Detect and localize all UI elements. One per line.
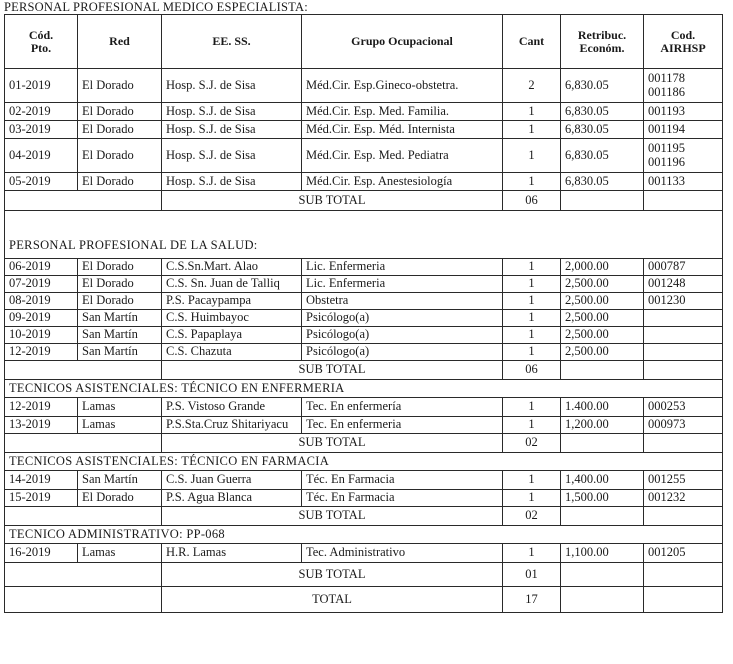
- total-value: 17: [503, 587, 561, 613]
- cell-retrib: 1,100.00: [561, 544, 644, 563]
- cell-airhsp: [644, 69, 723, 103]
- table-row: [5, 173, 723, 191]
- cell-retrib: 1,400.00: [561, 471, 644, 490]
- cell-cant: 1: [503, 544, 561, 563]
- table-row: [5, 103, 723, 121]
- cell-retrib: 2,500.00: [561, 344, 644, 361]
- table-row: [5, 139, 723, 173]
- cell-airhsp: [644, 398, 723, 417]
- airhsp-code: 001230: [648, 293, 686, 308]
- page-title: PERSONAL PROFESIONAL MEDICO ESPECIALISTA:: [4, 0, 308, 14]
- cell-ee-ss: P.S.Sta.Cruz Shitariyacu: [162, 417, 302, 434]
- subtotal-row: [5, 563, 723, 587]
- cell-airhsp: [644, 293, 723, 310]
- cell-retrib: 2,500.00: [561, 327, 644, 344]
- cell-cod-pto: 09-2019: [5, 310, 78, 327]
- subtotal-value: 02: [503, 507, 561, 526]
- subtotal-empty: [561, 191, 644, 211]
- cell-red: El Dorado: [78, 173, 162, 191]
- cell-retrib: 1,200.00: [561, 417, 644, 434]
- total-spacer: [5, 587, 162, 613]
- cell-cant: 1: [503, 173, 561, 191]
- cell-red: Lamas: [78, 398, 162, 417]
- cell-red: El Dorado: [78, 276, 162, 293]
- cell-retrib: 6,830.05: [561, 173, 644, 191]
- cell-cant: 1: [503, 259, 561, 276]
- cell-grupo: Méd.Cir. Esp. Anestesiología: [302, 173, 503, 191]
- cell-cod-pto: 02-2019: [5, 103, 78, 121]
- table-row: [5, 293, 723, 310]
- cell-grupo: Tec. Administrativo: [302, 544, 503, 563]
- cell-cant: 1: [503, 121, 561, 139]
- airhsp-code: 001232: [648, 490, 686, 505]
- cell-cod-pto: 10-2019: [5, 327, 78, 344]
- cell-grupo: Psicólogo(a): [302, 344, 503, 361]
- subtotal-spacer: [5, 361, 162, 380]
- table-row: [5, 344, 723, 361]
- cell-cant: 1: [503, 139, 561, 173]
- cell-cant: 1: [503, 327, 561, 344]
- cell-red: El Dorado: [78, 490, 162, 507]
- cell-grupo: Tec. En enfermería: [302, 398, 503, 417]
- table-row: [5, 544, 723, 563]
- cell-retrib: 2,000.00: [561, 259, 644, 276]
- subtotal-spacer: [5, 563, 162, 587]
- cell-cant: 1: [503, 310, 561, 327]
- col-header-cant: Cant: [503, 15, 561, 69]
- subtotal-spacer: [5, 434, 162, 453]
- table-row: [5, 471, 723, 490]
- subtotal-empty: [561, 361, 644, 380]
- cell-cod-pto: 12-2019: [5, 398, 78, 417]
- cell-grupo: Méd.Cir. Esp. Med. Pediatra: [302, 139, 503, 173]
- cell-cant: 1: [503, 276, 561, 293]
- table-row: [5, 259, 723, 276]
- subtotal-empty: [644, 507, 723, 526]
- cell-airhsp: [644, 276, 723, 293]
- cell-retrib: 6,830.05: [561, 139, 644, 173]
- cell-cod-pto: 15-2019: [5, 490, 78, 507]
- airhsp-code: 001195: [648, 141, 686, 156]
- col-header-airhsp: Cod. AIRHSP: [644, 15, 723, 69]
- subtotal-empty: [644, 361, 723, 380]
- staff-table: [4, 14, 723, 613]
- cell-cod-pto: 07-2019: [5, 276, 78, 293]
- cell-airhsp: [644, 471, 723, 490]
- cell-cant: 1: [503, 490, 561, 507]
- cell-cant: 1: [503, 398, 561, 417]
- subtotal-row: [5, 507, 723, 526]
- cell-retrib: 1,500.00: [561, 490, 644, 507]
- cell-retrib: 2,500.00: [561, 276, 644, 293]
- cell-airhsp: [644, 490, 723, 507]
- cell-grupo: Méd.Cir. Esp.Gineco-obstetra.: [302, 69, 503, 103]
- col-header-cod-pto: Cód. Pto.: [5, 15, 78, 69]
- cell-airhsp: [644, 173, 723, 191]
- col-header-red: Red: [78, 15, 162, 69]
- subtotal-value: 01: [503, 563, 561, 587]
- cell-ee-ss: C.S. Juan Guerra: [162, 471, 302, 490]
- subtotal-empty: [644, 563, 723, 587]
- cell-cant: 1: [503, 471, 561, 490]
- subtotal-value: 06: [503, 361, 561, 380]
- subtotal-row: [5, 434, 723, 453]
- table-row: [5, 398, 723, 417]
- header-row: [5, 15, 723, 69]
- cell-red: San Martín: [78, 327, 162, 344]
- cell-red: El Dorado: [78, 293, 162, 310]
- col-header-grupo: Grupo Ocupacional: [302, 15, 503, 69]
- table-row: [5, 121, 723, 139]
- table-row: [5, 327, 723, 344]
- cell-retrib: 2,500.00: [561, 310, 644, 327]
- section-title: TECNICOS ASISTENCIALES: TÉCNICO EN ENFERMERIA: [5, 380, 723, 398]
- cell-airhsp: [644, 139, 723, 173]
- subtotal-spacer: [5, 191, 162, 211]
- cell-ee-ss: C.S. Huimbayoc: [162, 310, 302, 327]
- cell-airhsp: [644, 103, 723, 121]
- cell-airhsp: [644, 544, 723, 563]
- cell-ee-ss: Hosp. S.J. de Sisa: [162, 173, 302, 191]
- airhsp-code: 000787: [648, 259, 686, 274]
- table-body: [5, 69, 723, 613]
- cell-red: San Martín: [78, 310, 162, 327]
- cell-airhsp: [644, 121, 723, 139]
- airhsp-code: 001133: [648, 173, 686, 188]
- cell-cod-pto: 16-2019: [5, 544, 78, 563]
- cell-retrib: 6,830.05: [561, 103, 644, 121]
- cell-grupo: Téc. En Farmacia: [302, 471, 503, 490]
- subtotal-empty: [561, 507, 644, 526]
- cell-red: San Martín: [78, 471, 162, 490]
- cell-airhsp: [644, 327, 723, 344]
- subtotal-row: [5, 191, 723, 211]
- total-label: TOTAL: [162, 587, 503, 613]
- cell-ee-ss: C.S. Papaplaya: [162, 327, 302, 344]
- cell-ee-ss: Hosp. S.J. de Sisa: [162, 69, 302, 103]
- section-title-row: [5, 380, 723, 398]
- cell-airhsp: [644, 259, 723, 276]
- airhsp-code: 001178: [648, 71, 686, 86]
- cell-cod-pto: 13-2019: [5, 417, 78, 434]
- cell-cod-pto: 04-2019: [5, 139, 78, 173]
- cell-cant: 1: [503, 293, 561, 310]
- cell-ee-ss: C.S.Sn.Mart. Alao: [162, 259, 302, 276]
- table-row: [5, 310, 723, 327]
- cell-cod-pto: 06-2019: [5, 259, 78, 276]
- airhsp-code: 001205: [648, 545, 686, 560]
- cell-red: El Dorado: [78, 69, 162, 103]
- cell-airhsp: [644, 417, 723, 434]
- col-header-ee-ss: EE. SS.: [162, 15, 302, 69]
- cell-red: Lamas: [78, 544, 162, 563]
- airhsp-code: 000253: [648, 399, 686, 414]
- cell-airhsp: [644, 344, 723, 361]
- cell-retrib: 2,500.00: [561, 293, 644, 310]
- cell-cod-pto: 01-2019: [5, 69, 78, 103]
- cell-retrib: 1.400.00: [561, 398, 644, 417]
- subtotal-empty: [561, 434, 644, 453]
- subtotal-value: 06: [503, 191, 561, 211]
- cell-cod-pto: 14-2019: [5, 471, 78, 490]
- cell-ee-ss: P.S. Pacaypampa: [162, 293, 302, 310]
- section-title-row: [5, 526, 723, 544]
- airhsp-code: 001255: [648, 472, 686, 487]
- cell-ee-ss: C.S. Sn. Juan de Talliq: [162, 276, 302, 293]
- total-empty: [644, 587, 723, 613]
- subtotal-label: SUB TOTAL: [162, 191, 503, 211]
- cell-grupo: Obstetra: [302, 293, 503, 310]
- cell-ee-ss: Hosp. S.J. de Sisa: [162, 139, 302, 173]
- subtotal-value: 02: [503, 434, 561, 453]
- cell-ee-ss: H.R. Lamas: [162, 544, 302, 563]
- cell-red: El Dorado: [78, 121, 162, 139]
- airhsp-code: 001186: [648, 84, 686, 99]
- section-title: TECNICOS ASISTENCIALES: TÉCNICO EN FARMACIA: [5, 453, 723, 471]
- subtotal-empty: [644, 434, 723, 453]
- airhsp-code: 001194: [648, 121, 686, 136]
- table-row: [5, 69, 723, 103]
- section-title: PERSONAL PROFESIONAL DE LA SALUD:: [5, 211, 723, 259]
- cell-grupo: Psicólogo(a): [302, 310, 503, 327]
- airhsp-code: 001248: [648, 276, 686, 291]
- subtotal-label: SUB TOTAL: [162, 361, 503, 380]
- cell-ee-ss: Hosp. S.J. de Sisa: [162, 121, 302, 139]
- cell-ee-ss: P.S. Agua Blanca: [162, 490, 302, 507]
- table-row: [5, 417, 723, 434]
- cell-cant: 1: [503, 344, 561, 361]
- subtotal-row: [5, 361, 723, 380]
- col-header-retrib: Retribuc. Económ.: [561, 15, 644, 69]
- subtotal-label: SUB TOTAL: [162, 434, 503, 453]
- subtotal-label: SUB TOTAL: [162, 507, 503, 526]
- section-title: TECNICO ADMINISTRATIVO: PP-068: [5, 526, 723, 544]
- airhsp-code: 000973: [648, 417, 686, 432]
- section-title-row: [5, 211, 723, 259]
- cell-red: El Dorado: [78, 103, 162, 121]
- cell-grupo: Téc. En Farmacia: [302, 490, 503, 507]
- cell-cod-pto: 08-2019: [5, 293, 78, 310]
- cell-ee-ss: C.S. Chazuta: [162, 344, 302, 361]
- cell-cod-pto: 05-2019: [5, 173, 78, 191]
- cell-cant: 1: [503, 103, 561, 121]
- airhsp-code: 001193: [648, 103, 686, 118]
- cell-grupo: Lic. Enfermeria: [302, 259, 503, 276]
- cell-retrib: 6,830.05: [561, 69, 644, 103]
- cell-grupo: Psicólogo(a): [302, 327, 503, 344]
- total-empty: [561, 587, 644, 613]
- cell-grupo: Tec. En enfermeria: [302, 417, 503, 434]
- subtotal-empty: [561, 563, 644, 587]
- cell-ee-ss: P.S. Vistoso Grande: [162, 398, 302, 417]
- cell-grupo: Lic. Enfermeria: [302, 276, 503, 293]
- cell-airhsp: [644, 310, 723, 327]
- cell-grupo: Méd.Cir. Esp. Méd. Internista: [302, 121, 503, 139]
- airhsp-code: 001196: [648, 154, 686, 169]
- table-row: [5, 276, 723, 293]
- table-row: [5, 490, 723, 507]
- cell-retrib: 6,830.05: [561, 121, 644, 139]
- cell-red: Lamas: [78, 417, 162, 434]
- total-row: [5, 587, 723, 613]
- cell-red: El Dorado: [78, 259, 162, 276]
- section-title-row: [5, 453, 723, 471]
- subtotal-spacer: [5, 507, 162, 526]
- cell-grupo: Méd.Cir. Esp. Med. Familia.: [302, 103, 503, 121]
- cell-cant: 1: [503, 417, 561, 434]
- cell-cod-pto: 12-2019: [5, 344, 78, 361]
- cell-ee-ss: Hosp. S.J. de Sisa: [162, 103, 302, 121]
- subtotal-empty: [644, 191, 723, 211]
- cell-cod-pto: 03-2019: [5, 121, 78, 139]
- subtotal-label: SUB TOTAL: [162, 563, 503, 587]
- cell-red: San Martín: [78, 344, 162, 361]
- cell-cant: 2: [503, 69, 561, 103]
- cell-red: El Dorado: [78, 139, 162, 173]
